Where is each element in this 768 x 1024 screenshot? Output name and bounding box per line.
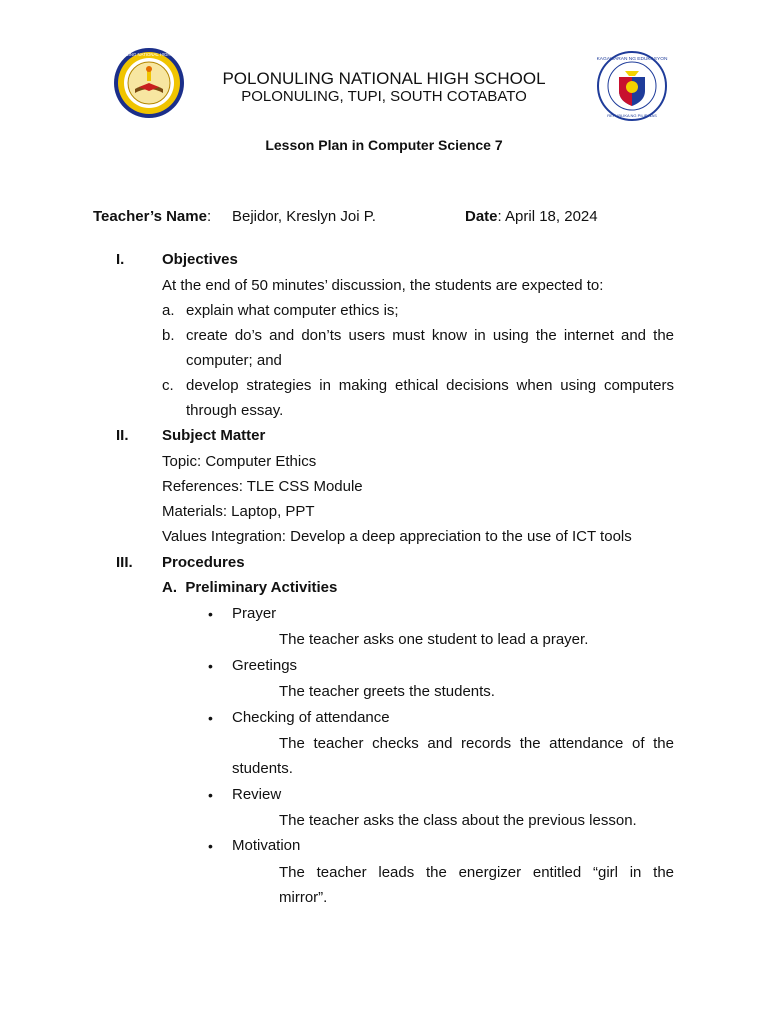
bullet-icon: • [208,787,213,803]
school-name: POLONULING NATIONAL HIGH SCHOOL [222,69,546,88]
activity-name: Prayer [232,605,277,622]
activity-desc: The teacher greets the students. [279,683,495,700]
subject-topic: Topic: Computer Ethics [162,453,317,470]
date-field: Date: April 18, 2024 [465,208,598,225]
subject-materials: Materials: Laptop, PPT [162,503,315,520]
activity-name: Motivation [232,837,301,854]
objective-letter: c. [162,377,174,394]
section-numeral: III. [116,554,133,571]
section-numeral: I. [116,251,125,268]
sub-heading: A. Preliminary Activities [162,579,338,596]
bullet-icon: • [208,838,213,854]
document-title: Lesson Plan in Computer Science 7 [265,137,503,153]
objective-item-cont: computer; and [186,352,282,369]
bullet-icon: • [208,658,213,674]
seal-text: POLONULING NATIONAL HIGH SCHOOL [108,52,190,57]
date-label: Date [465,208,498,225]
bullet-icon: • [208,606,213,622]
activity-desc-cont: mirror”. [279,889,328,906]
section-heading: Objectives [162,251,238,268]
activity-name: Checking of attendance [232,709,390,726]
teacher-field: Teacher’s Name: [93,208,212,225]
objective-letter: a. [162,302,175,319]
teacher-label: Teacher’s Name [93,208,207,225]
objective-letter: b. [162,327,175,344]
section-heading: Procedures [162,554,245,571]
activity-desc: The teacher checks and records the attendance of the [279,735,674,752]
activity-desc: The teacher leads the energizer entitled “girl in the [279,864,674,881]
activity-desc-cont: students. [232,760,293,777]
section-heading: Subject Matter [162,427,266,444]
activity-name: Review [232,786,282,803]
teacher-name: Bejidor, Kreslyn Joi P. [232,208,376,225]
objective-item: explain what computer ethics is; [186,302,399,319]
objective-item-cont: through essay. [186,402,284,419]
subject-values: Values Integration: Develop a deep appreciation to the use of ICT tools [162,528,632,545]
school-address: POLONULING, TUPI, SOUTH COTABATO [241,88,527,105]
objective-item: create do’s and don’ts users must know in using the internet and the [186,327,674,344]
seal-text: KAGAWARAN NG EDUKASYON [596,57,668,62]
activity-name: Greetings [232,657,298,674]
bullet-icon: • [208,710,213,726]
seal-bottom-text: REPUBLIKA NG PILIPINAS [607,113,657,118]
objectives-intro: At the end of 50 minutes’ discussion, the students are expected to: [162,277,604,294]
objective-item: develop strategies in making ethical decisions when using computers [186,377,674,394]
date-value: April 18, 2024 [505,208,598,225]
section-numeral: II. [116,427,129,444]
activity-desc: The teacher asks one student to lead a prayer. [279,631,589,648]
activity-desc: The teacher asks the class about the previous lesson. [279,812,637,829]
subject-references: References: TLE CSS Module [162,478,363,495]
